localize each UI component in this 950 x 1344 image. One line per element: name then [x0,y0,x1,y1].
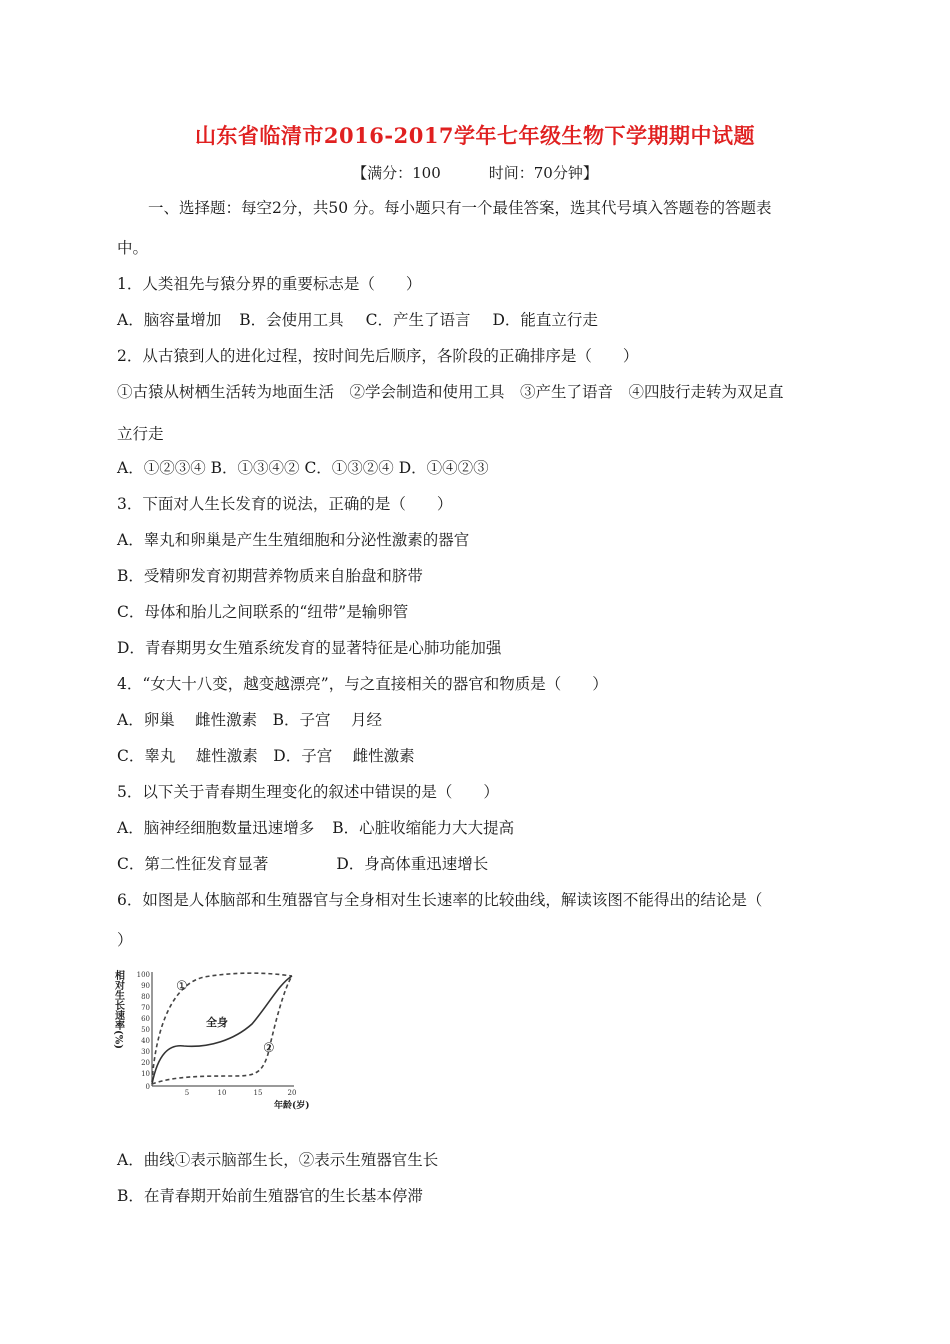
q2-options: A．①②③④ B．①③④② C．①③②④ D．①④②③ [117,459,489,477]
q3-option-b: B．受精卵发育初期营养物质来自胎盘和脐带 [117,567,423,585]
q5-option-d: D．身高体重迅速增长 [336,855,489,873]
full-score: 【满分：100 [352,164,441,182]
ytick: 50 [141,1026,150,1034]
time-limit: 时间：70分钟】 [488,164,598,182]
ytick: 90 [141,982,150,990]
q1-stem: 1．人类祖先与猿分界的重要标志是（ ） [117,275,422,293]
q3-stem: 3．下面对人生长发育的说法，正确的是（ ） [117,495,453,513]
curve-body-label: 全身 [206,1016,228,1029]
xtick: 10 [217,1089,227,1097]
xtick: 5 [184,1089,190,1097]
q3-option-c: C．母体和胎儿之间联系的“纽带”是输卵管 [117,603,409,621]
ytick: 0 [145,1083,150,1091]
growth-rate-figure [114,964,324,1114]
xtick: 15 [253,1089,263,1097]
curve-1-label: ① [176,979,188,994]
q6-stem-line-1: 6．如图是人体脑部和生殖器官与全身相对生长速率的比较曲线，解读该图不能得出的结论是（ [117,891,763,909]
figure-yticks [137,971,150,1091]
curve-body [152,976,292,1084]
q1-option-a: A．脑容量增加 [117,311,222,329]
ytick: 60 [141,1015,150,1023]
q5-stem: 5．以下关于青春期生理变化的叙述中错误的是（ ） [117,783,499,801]
curve-2 [152,976,292,1084]
ytick: 10 [141,1070,150,1078]
q6-option-a: A．曲线①表示脑部生长，②表示生殖器官生长 [117,1151,439,1169]
q2-items-line-1: ①古猿从树栖生活转为地面生活 ②学会制造和使用工具 ③产生了语音 ④四肢行走转为双足直 [117,383,784,401]
ytick: 40 [141,1037,150,1045]
q6-stem-line-2: ） [117,931,133,949]
q5-options-ab [117,818,514,838]
q1-option-b: B．会使用工具 [239,311,344,329]
ytick: 20 [141,1059,150,1067]
page-title: 山东省临清市2016-2017学年七年级生物下学期期中试题 [194,123,756,148]
ytick: 80 [141,993,150,1001]
exam-meta [0,162,950,183]
growth-curve-diagram [114,964,324,1114]
curve-2-label: ② [263,1041,275,1056]
q2-stem: 2．从古猿到人的进化过程，按时间先后顺序，各阶段的正确排序是（ ） [117,347,639,365]
figure-ylabel: 相对生长速率(%) [112,970,124,1049]
ytick: 30 [141,1048,150,1056]
ytick: 70 [141,1004,150,1012]
q4-options-cd: C．睾丸 雄性激素 D．子宫 雌性激素 [117,747,415,765]
q1-options [117,310,598,330]
q4-stem: 4．“女大十八变，越变越漂亮”，与之直接相关的器官和物质是（ ） [117,675,608,693]
q3-option-a: A．睾丸和卵巢是产生生殖细胞和分泌性激素的器官 [117,531,470,549]
instructions-line-1: 一、选择题：每空2分，共50 分。每小题只有一个最佳答案，选其代号填入答题卷的答题表 [148,199,772,217]
ytick: 100 [136,971,150,979]
figure-xlabel: 年龄(岁) [274,1101,310,1111]
q2-items-line-2: 立行走 [117,425,164,443]
q5-option-a: A．脑神经细胞数量迅速增多 [117,819,315,837]
q6-option-b: B．在青春期开始前生殖器官的生长基本停滞 [117,1187,423,1205]
q4-options-ab: A．卵巢 雌性激素 B．子宫 月经 [117,711,382,729]
q5-options-cd [117,854,488,874]
figure-xticks [185,1089,297,1097]
q1-option-c: C．产生了语言 [365,311,471,329]
q1-option-d: D．能直立行走 [492,311,598,329]
q3-option-d: D．青春期男女生殖系统发育的显著特征是心肺功能加强 [117,639,502,657]
instructions-line-2: 中。 [117,239,149,257]
xtick: 20 [287,1089,297,1097]
q5-option-c: C．第二性征发育显著 [117,855,269,873]
q5-option-b: B．心脏收缩能力大大提高 [332,819,515,837]
